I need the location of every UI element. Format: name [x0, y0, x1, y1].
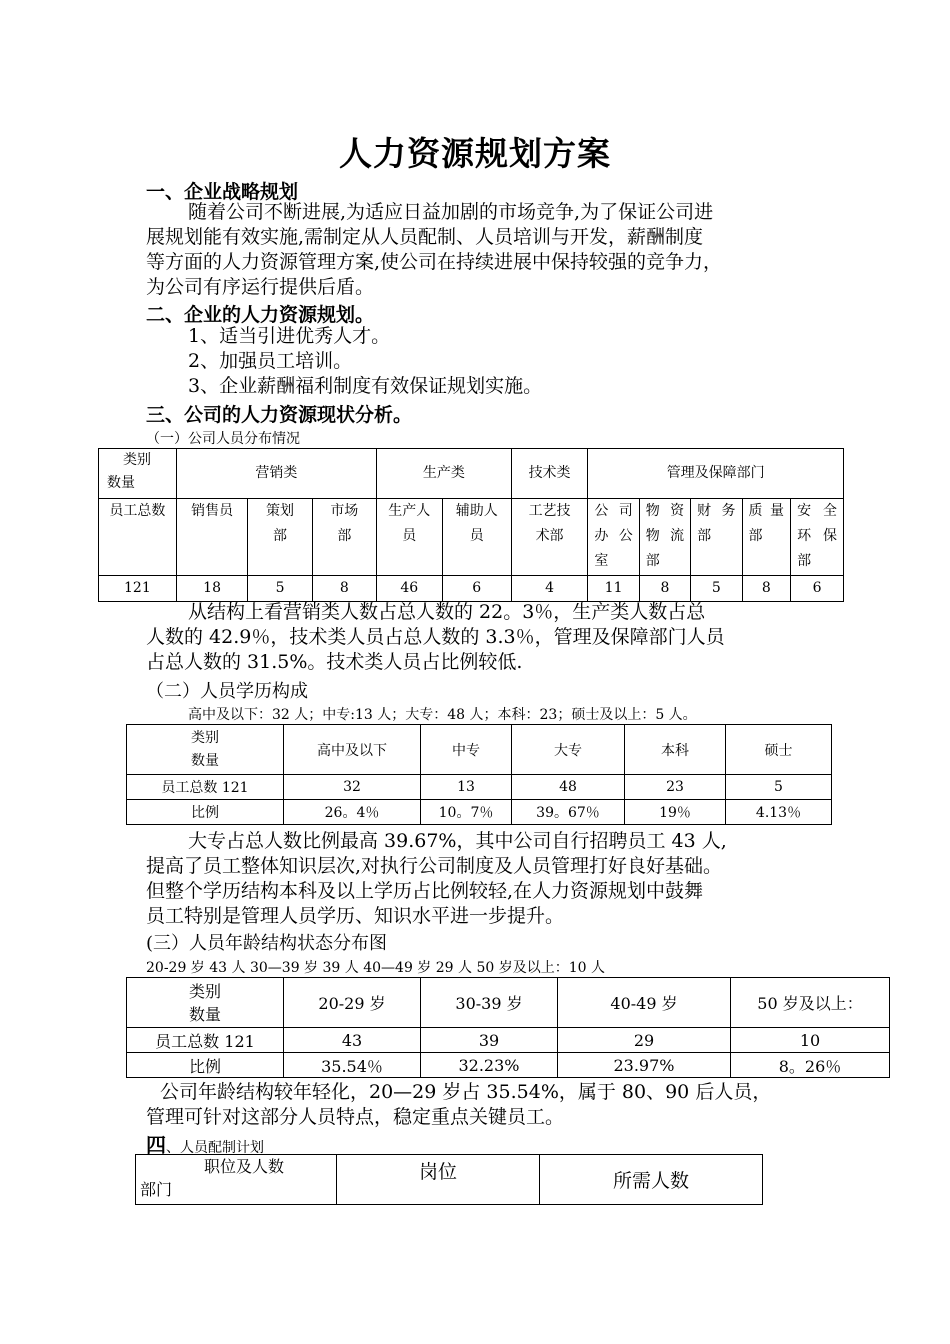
age-table: [126, 977, 890, 1078]
value-market: 8: [312, 576, 376, 602]
group-marketing: 营销类: [176, 449, 376, 499]
count-high-school: 32: [284, 775, 421, 800]
table4-corner: [136, 1155, 337, 1205]
header-age-30-39: 30-39 岁: [421, 978, 558, 1028]
row-label-ratio: 比例: [127, 1053, 284, 1078]
header-required-count: 所需人数: [540, 1155, 763, 1205]
section-4-number: 四: [146, 1133, 166, 1157]
s2-item-1: 1、适当引进优秀人才。: [188, 325, 391, 347]
para2-line-4: 员工特别是管理人员学历、知识水平进一步提升。: [146, 905, 565, 927]
para2-line-2: 提高了员工整体知识层次,对执行公司制度及人员管理打好良好基础。: [146, 855, 723, 877]
value-process-tech: 4: [511, 576, 588, 602]
header-position: 岗位: [337, 1155, 540, 1205]
education-table: [126, 724, 832, 825]
dept-planning: 策划部: [248, 499, 312, 576]
value-safety: 6: [791, 576, 844, 602]
row-label-total: 员工总数 121: [127, 1028, 284, 1053]
header-master: 硕士: [726, 725, 832, 775]
count-age-30-39: 39: [421, 1028, 558, 1053]
page-title: 人力资源规划方案: [339, 134, 611, 173]
corner-top: 类别: [188, 981, 221, 1001]
para2-line-3: 但整个学历结构本科及以上学历占比例较轻,在人力资源规划中鼓舞: [146, 880, 704, 902]
para1-line-3: 占总人数的 31.5%。技术类人员占比例较低.: [146, 651, 523, 673]
section-3-heading: 三、公司的人力资源现状分析。: [146, 404, 413, 426]
s2-item-2: 2、加强员工培训。: [188, 350, 353, 372]
dept-finance: 财务部: [691, 499, 742, 576]
row-label-total: 员工总数 121: [127, 775, 284, 800]
distribution-table: [98, 448, 844, 602]
group-technical: 技术类: [511, 449, 588, 499]
value-quality: 8: [742, 576, 791, 602]
table1-corner: [99, 449, 177, 499]
para1-line-2: 人数的 42.9％，技术类人员占总人数的 3.3％，管理及保障部门人员: [146, 626, 725, 648]
dept-auxiliary: 辅助人员: [442, 499, 511, 576]
corner-bottom: 数量: [188, 1004, 221, 1024]
s1-line-1: 随着公司不断进展,为适应日益加剧的市场竞争,为了保证公司进: [188, 201, 714, 223]
section-4-title: 、人员配制计划: [166, 1140, 264, 1156]
s1-line-3: 等方面的人力资源管理方案,使公司在持续进展中保持较强的竞争力，: [146, 251, 723, 273]
ratio-high-school: 26。4％: [284, 800, 421, 825]
corner-bottom: 部门: [140, 1180, 173, 1199]
ratio-technical-secondary: 10。7％: [421, 800, 512, 825]
corner-top: 职位及人数: [204, 1157, 285, 1176]
dept-market: 市场部: [312, 499, 376, 576]
sub-heading-3: (三）人员年龄结构状态分布图: [146, 933, 388, 954]
group-production: 生产类: [376, 449, 511, 499]
ratio-master: 4.13％: [726, 800, 832, 825]
group-management: 管理及保障部门: [588, 449, 844, 499]
count-technical-secondary: 13: [421, 775, 512, 800]
value-office: 11: [588, 576, 639, 602]
s1-line-2: 展规划能有效实施,需制定从人员配制、人员培训与开发，薪酬制度: [146, 226, 704, 248]
dept-safety: 安全环保部: [791, 499, 844, 576]
dept-logistics: 物资物流部: [639, 499, 690, 576]
dept-process-tech: 工艺技术部: [511, 499, 588, 576]
sub-heading-2: （二）人员学历构成: [146, 681, 308, 702]
value-production: 46: [376, 576, 442, 602]
row-label-total: 员工总数: [99, 499, 177, 576]
staffing-plan-table: [135, 1154, 763, 1205]
ratio-age-20-29: 35.54％: [284, 1053, 421, 1078]
section-2-heading: 二、企业的人力资源规划。: [146, 304, 375, 326]
ratio-college: 39。67％: [512, 800, 625, 825]
sub-heading-3-note: 20-29 岁 43 人 30—39 岁 39 人 40—49 岁 29 人 50 岁及以上：10 人: [146, 960, 605, 976]
sub-heading-2-note: 高中及以下：32 人；中专:13 人；大专：48 人；本科：23；硕士及以上：5 人。: [188, 707, 697, 723]
row-label-ratio: 比例: [127, 800, 284, 825]
dept-quality: 质量部: [742, 499, 791, 576]
para3-line-1: 公司年龄结构较年轻化，20—29 岁占 35.54%，属于 80、90 后人员，: [160, 1081, 772, 1103]
dept-sales: 销售员: [176, 499, 248, 576]
header-age-20-29: 20-29 岁: [284, 978, 421, 1028]
para2-line-1: 大专占总人数比例最高 39.67%，其中公司自行招聘员工 43 人,: [188, 830, 727, 852]
count-master: 5: [726, 775, 832, 800]
count-age-20-29: 43: [284, 1028, 421, 1053]
para3-line-2: 管理可针对这部分人员特点，稳定重点关键员工。: [146, 1106, 565, 1128]
table2-corner: [127, 725, 284, 775]
header-age-40-49: 40-49 岁: [558, 978, 731, 1028]
count-college: 48: [512, 775, 625, 800]
count-bachelor: 23: [625, 775, 726, 800]
dept-production-staff: 生产人员: [376, 499, 442, 576]
value-total: 121: [99, 576, 177, 602]
count-age-40-49: 29: [558, 1028, 731, 1053]
ratio-age-40-49: 23.97%: [558, 1053, 731, 1078]
count-age-50-plus: 10: [731, 1028, 890, 1053]
dept-office: 公司办公室: [588, 499, 639, 576]
ratio-bachelor: 19％: [625, 800, 726, 825]
value-finance: 5: [691, 576, 742, 602]
para1-line-1: 从结构上看营销类人数占总人数的 22。3％，生产类人数占总: [188, 601, 706, 623]
header-college: 大专: [512, 725, 625, 775]
value-auxiliary: 6: [442, 576, 511, 602]
header-technical-secondary: 中专: [421, 725, 512, 775]
corner-top: 类别: [123, 452, 151, 468]
value-logistics: 8: [639, 576, 690, 602]
s2-item-3: 3、企业薪酬福利制度有效保证规划实施。: [188, 375, 543, 397]
corner-bottom: 数量: [191, 752, 219, 769]
ratio-age-50-plus: 8。26％: [731, 1053, 890, 1078]
table3-corner: [127, 978, 284, 1028]
value-planning: 5: [248, 576, 312, 602]
header-high-school: 高中及以下: [284, 725, 421, 775]
s1-line-4: 为公司有序运行提供后盾。: [146, 276, 375, 298]
corner-bottom: 数量: [107, 475, 135, 491]
sub-heading-1: （一）公司人员分布情况: [146, 431, 300, 447]
corner-top: 类别: [191, 729, 219, 746]
header-age-50-plus: 50 岁及以上：: [731, 978, 890, 1028]
ratio-age-30-39: 32.23%: [421, 1053, 558, 1078]
header-bachelor: 本科: [625, 725, 726, 775]
section-1-heading: 一、企业战略规划: [146, 181, 299, 203]
value-sales: 18: [176, 576, 248, 602]
